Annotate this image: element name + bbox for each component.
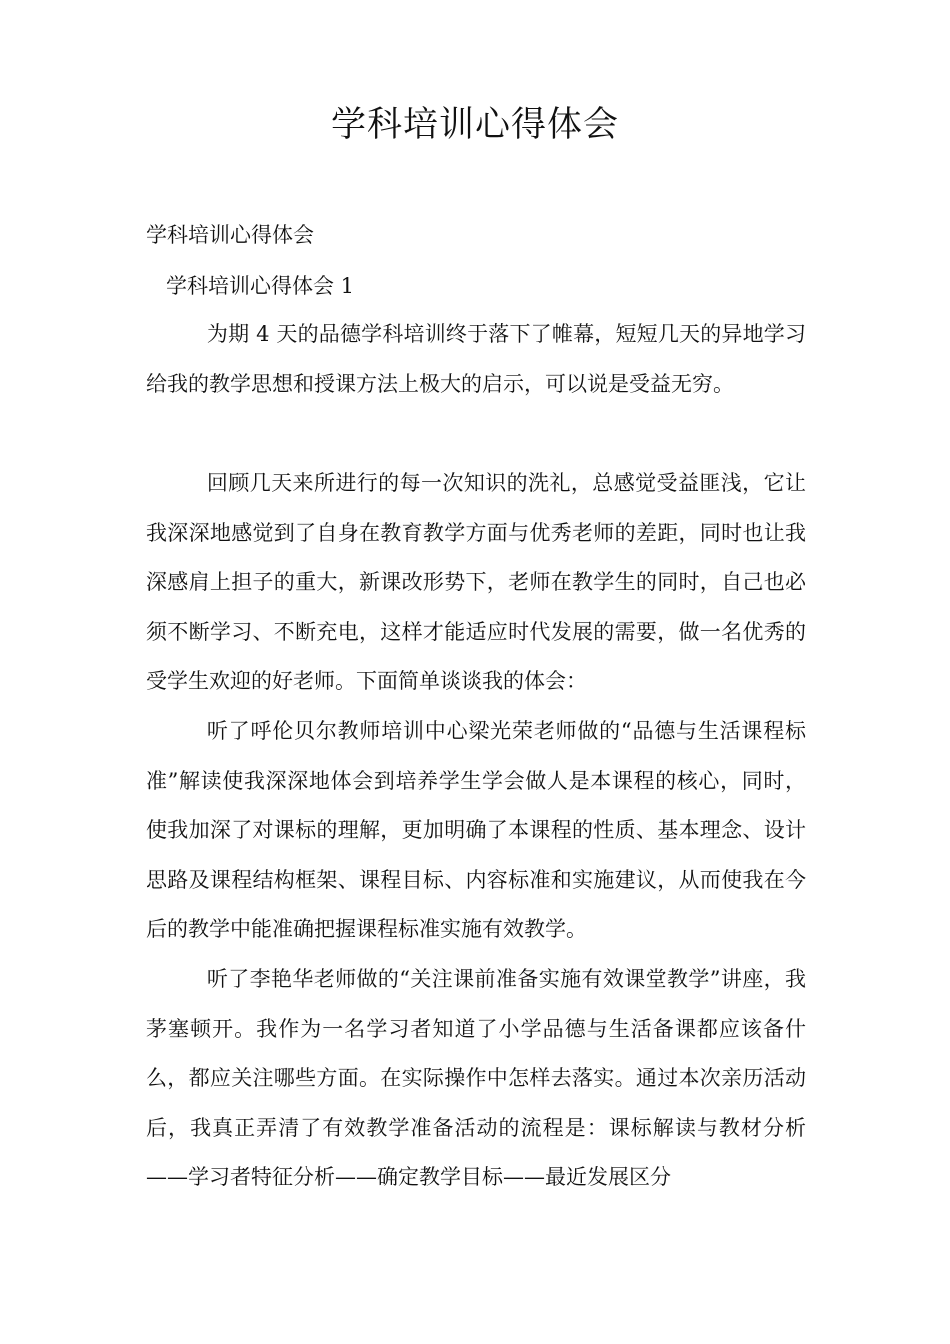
paragraph-2: 回顾几天来所进行的每一次知识的洗礼，总感觉受益匪浅，它让我深深地感觉到了自身在教育教学方面与优秀老师的差距，同时也让我深感肩上担子的重大，新课改形势下，老师在教学生的同时，自己也必须不断学习、不断充电，这样才能适应时代发展的需要，做一名优秀的受学生欢迎的好老师。下面简单谈谈我的体会： [146, 471, 806, 694]
document-title: 学科培训心得体会 [330, 105, 619, 145]
main-paragraph-block [146, 459, 806, 1203]
paragraph-3: 听了呼伦贝尔教师培训中心梁光荣老师做的“品德与生活课程标准”解读使我深深地体会到培养学生学会做人是本课程的核心，同时，使我加深了对课标的理解，更加明确了本课程的性质、基本理念、设计思路及课程结构框架、课程目标、内容标准和实施建议，从而使我在今后的教学中能准确把握课程标准实施有效教学。 [146, 718, 806, 942]
paragraph-4: 听了李艳华老师做的“关注课前准备实施有效课堂教学”讲座，我茅塞顿开。我作为一名学习者知道了小学品德与生活备课都应该备什么，都应关注哪些方面。在实际操作中怎样去落实。通过本次亲历活动后，我真正弄清了有效教学准备活动的流程是：课标解读与教材分析——学习者特征分析——确定教学目标——最近发展区分 [146, 966, 806, 1190]
intro-paragraph-block [146, 310, 806, 409]
paragraph-1: 为期 4 天的品德学科培训终于落下了帷幕，短短几天的异地学习给我的教学思想和授课方法上极大的启示，可以说是受益无穷。 [146, 322, 806, 396]
document-subtitle: 学科培训心得体会 [146, 223, 314, 247]
section-heading: 学科培训心得体会 1 [166, 274, 355, 298]
